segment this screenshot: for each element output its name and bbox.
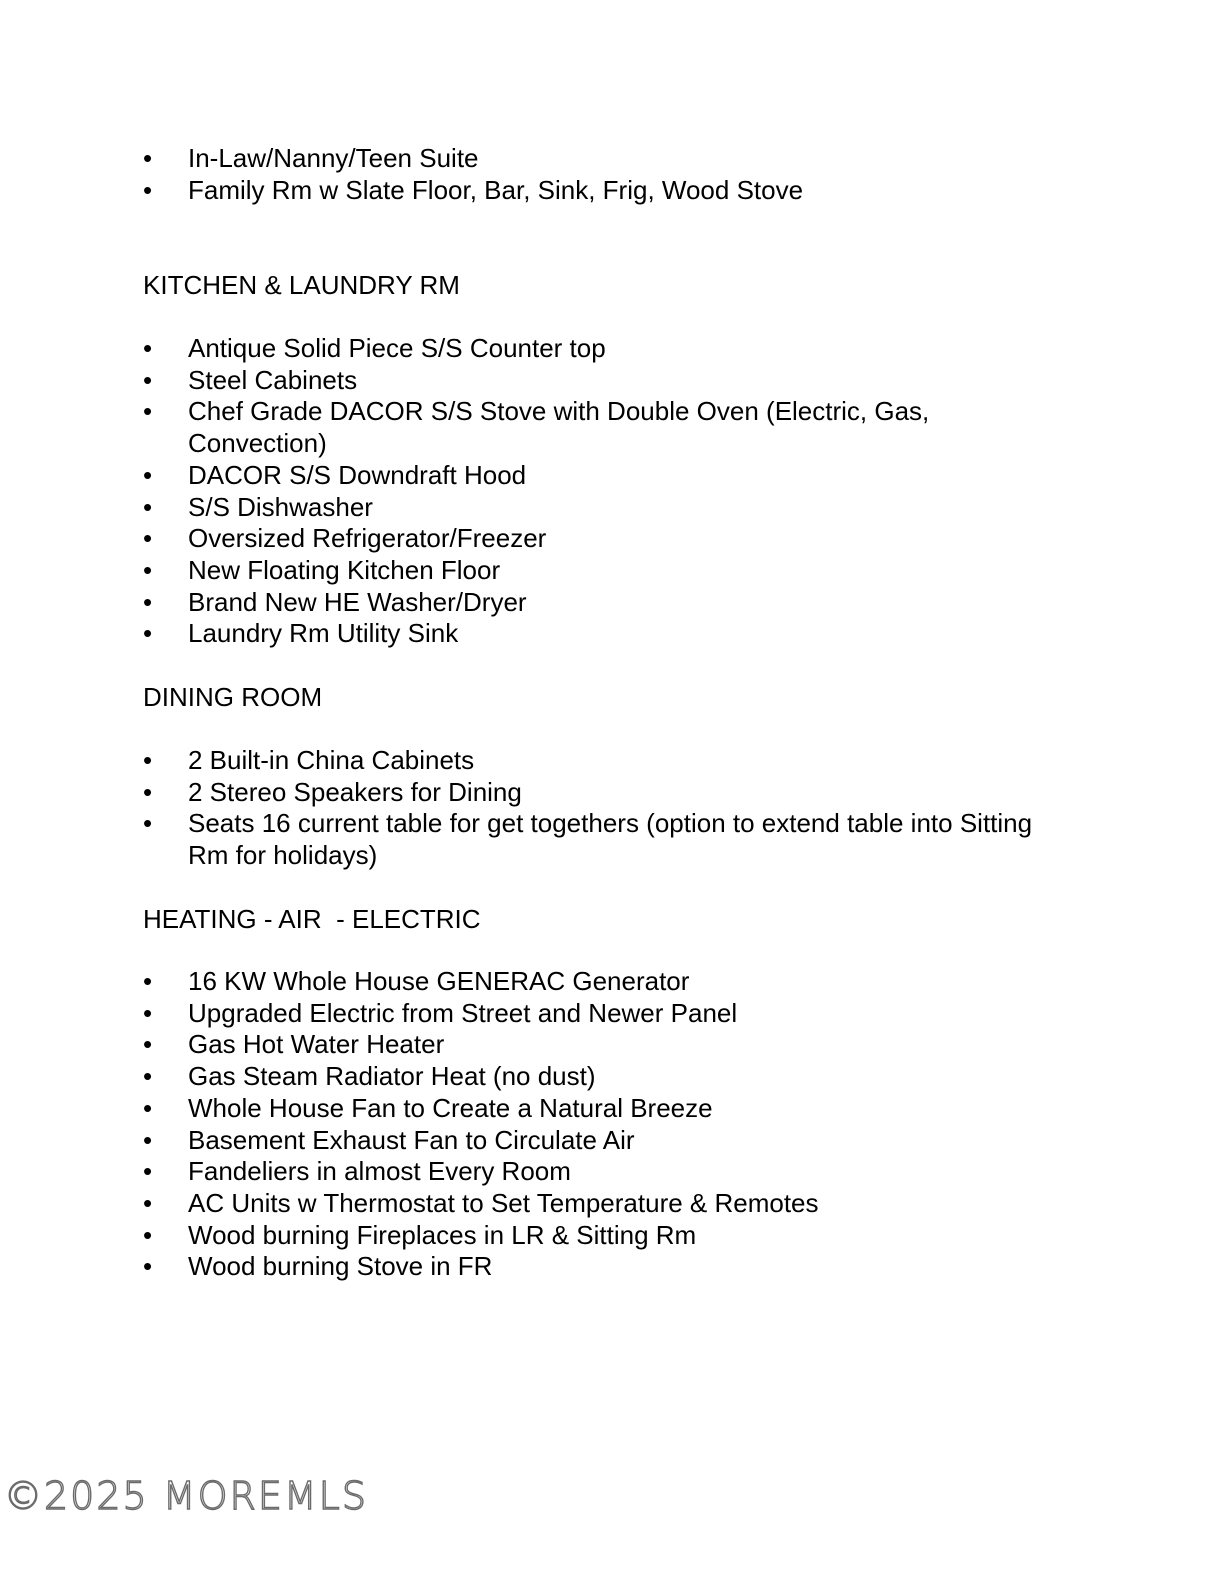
list-item: [143, 396, 1048, 459]
list-item: [143, 587, 1048, 619]
list-item: [143, 998, 1048, 1030]
list-item-text: Laundry Rm Utility Sink: [188, 618, 459, 649]
kitchen-list: [143, 333, 1043, 650]
list-item: [143, 618, 1048, 650]
top-list: [143, 143, 1043, 206]
list-item-text: DACOR S/S Downdraft Hood: [188, 459, 527, 490]
list-item-text: Gas Steam Radiator Heat (no dust): [188, 1061, 596, 1092]
list-item: [143, 777, 1048, 809]
dining-list: [143, 745, 1043, 872]
bullet: •: [143, 491, 153, 522]
dining-section: [143, 681, 1043, 713]
list-item: [143, 555, 1048, 587]
list-item: [143, 1029, 1048, 1061]
list-item-text: Oversized Refrigerator/Freezer: [188, 523, 547, 554]
copyright-watermark: ©2025 MOREMLS: [4, 1474, 368, 1518]
list-item: [143, 1061, 1048, 1093]
bullet: •: [143, 1124, 153, 1155]
heating-heading-text: HEATING - AIR - ELECTRIC: [143, 904, 481, 934]
list-item: [143, 333, 1048, 365]
list-item: [143, 523, 1048, 555]
list-item-text: Upgraded Electric from Street and Newer Panel: [188, 997, 738, 1028]
list-item-text: Antique Solid Piece S/S Counter top: [188, 333, 606, 363]
list-item-text: Brand New HE Washer/Dryer: [188, 586, 527, 617]
list-item: [143, 808, 1048, 871]
heating-heading: [143, 903, 1043, 935]
list-item: [143, 966, 1048, 998]
kitchen-section: [143, 269, 1043, 301]
kitchen-list-wrap: [143, 333, 1043, 650]
list-item: [143, 460, 1048, 492]
heating-list-wrap: [143, 966, 1043, 1283]
list-item: [143, 745, 1048, 777]
list-item-text: Basement Exhaust Fan to Circulate Air: [188, 1124, 635, 1155]
list-item: [143, 143, 1048, 175]
list-item: [143, 1251, 1048, 1283]
bullet: •: [143, 459, 153, 490]
list-item: [143, 1156, 1048, 1188]
bullet: •: [143, 143, 153, 173]
list-item: [143, 1125, 1048, 1157]
list-item-text: 16 KW Whole House GENERAC Generator: [188, 966, 690, 996]
list-item-text: Fandeliers in almost Every Room: [188, 1156, 571, 1187]
list-item-text: Family Rm w Slate Floor, Bar, Sink, Frig, Wood Stove: [188, 174, 804, 205]
list-item-text: New Floating Kitchen Floor: [188, 554, 501, 585]
kitchen-heading: KITCHEN & LAUNDRY RM: [143, 270, 460, 300]
heating-section: [143, 903, 1043, 935]
top-section: [143, 143, 1043, 206]
bullet: •: [143, 174, 153, 205]
list-item: [143, 175, 1048, 207]
bullet: •: [143, 554, 153, 585]
list-item-text: S/S Dishwasher: [188, 491, 373, 522]
list-item: [143, 1220, 1048, 1252]
bullet: •: [143, 523, 153, 554]
bullet: •: [143, 808, 153, 839]
list-item: [143, 365, 1048, 397]
dining-list-wrap: [143, 745, 1043, 872]
bullet: •: [143, 396, 153, 427]
list-item-text: In-Law/Nanny/Teen Suite: [188, 143, 479, 173]
list-item-text: 2 Stereo Speakers for Dining: [188, 776, 522, 807]
bullet: •: [143, 1156, 153, 1187]
list-item-text: Gas Hot Water Heater: [188, 1029, 445, 1060]
list-item-text: Wood burning Stove in FR: [188, 1251, 493, 1282]
list-item-text: Wood burning Fireplaces in LR & Sitting Rm: [188, 1219, 697, 1250]
list-item-text: Chef Grade DACOR S/S Stove with Double Oven (Electric, Gas, Convection): [188, 396, 930, 459]
bullet: •: [143, 966, 153, 996]
list-item-text: Whole House Fan to Create a Natural Breeze: [188, 1092, 713, 1123]
bullet: •: [143, 1219, 153, 1250]
bullet: •: [143, 364, 153, 395]
list-item: [143, 1093, 1048, 1125]
bullet: •: [143, 1251, 153, 1282]
bullet: •: [143, 997, 153, 1028]
bullet: •: [143, 745, 153, 775]
bullet: •: [143, 1092, 153, 1123]
list-item: [143, 1188, 1048, 1220]
list-item-text: Seats 16 current table for get togethers (option to extend table into Sitting Rm for holidays): [188, 808, 1033, 871]
heating-list: [143, 966, 1043, 1283]
bullet: •: [143, 1061, 153, 1092]
list-item: [143, 492, 1048, 524]
bullet: •: [143, 333, 153, 363]
list-item-text: Steel Cabinets: [188, 364, 358, 395]
bullet: •: [143, 618, 153, 649]
bullet: •: [143, 1029, 153, 1060]
list-item-text: 2 Built-in China Cabinets: [188, 745, 475, 775]
list-item-text: AC Units w Thermostat to Set Temperature & Remotes: [188, 1187, 819, 1218]
bullet: •: [143, 586, 153, 617]
bullet: •: [143, 776, 153, 807]
bullet: •: [143, 1187, 153, 1218]
dining-heading: DINING ROOM: [143, 682, 323, 712]
